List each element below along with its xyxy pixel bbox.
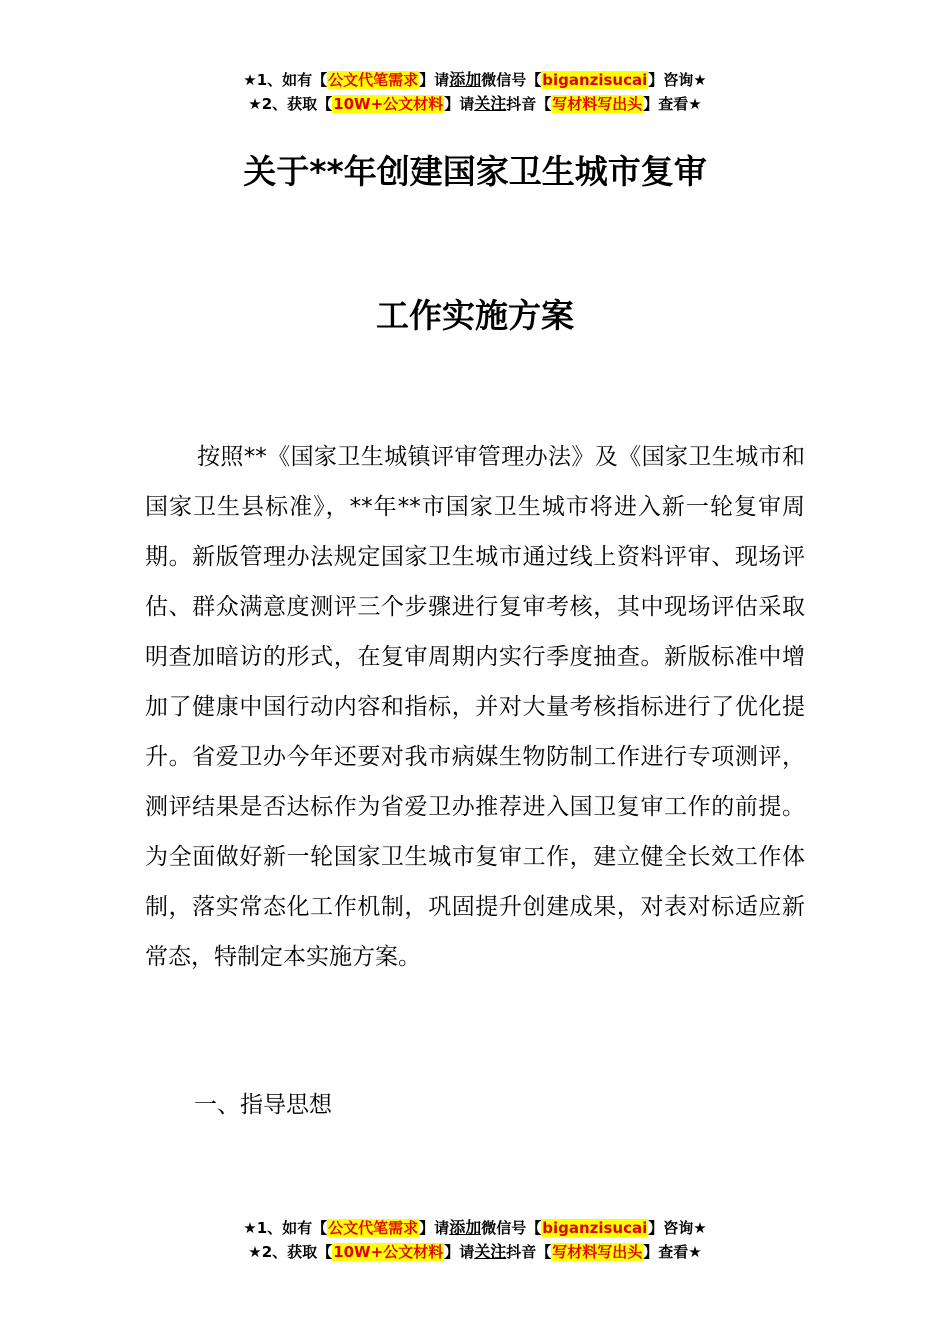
banner-emphasis: 添加 xyxy=(449,1218,482,1237)
section-heading: 一、指导思想 xyxy=(194,1092,332,1118)
banner-text: ★1、如有【 xyxy=(243,71,328,89)
banner-text: 】请 xyxy=(444,1243,475,1261)
highlight-douyin-id: 写材料写出头 xyxy=(552,1243,643,1261)
banner-line-1 xyxy=(0,1216,950,1240)
banner-line-2 xyxy=(0,92,950,116)
banner-text: ★2、获取【 xyxy=(248,1243,333,1261)
highlight-service: 公文代笔需求 xyxy=(328,1219,419,1237)
header-banner xyxy=(0,68,950,116)
banner-text: 抖音【 xyxy=(506,95,552,113)
banner-text: 】请 xyxy=(419,1219,450,1237)
banner-text: ★1、如有【 xyxy=(243,1219,328,1237)
highlight-wechat-id: biganzisucai xyxy=(542,1219,648,1237)
highlight-wechat-id: biganzisucai xyxy=(542,71,648,89)
highlight-materials: 10W+公文材料 xyxy=(333,1243,444,1261)
banner-text: 微信号【 xyxy=(481,1219,542,1237)
banner-emphasis: 关注 xyxy=(474,1242,507,1261)
banner-text: 】查看★ xyxy=(643,95,702,113)
banner-line-1 xyxy=(0,68,950,92)
banner-text: 】咨询★ xyxy=(648,1219,707,1237)
banner-text: 抖音【 xyxy=(506,1243,552,1261)
banner-text: 】咨询★ xyxy=(648,71,707,89)
banner-text: 】请 xyxy=(444,95,475,113)
banner-text: 】查看★ xyxy=(643,1243,702,1261)
footer-banner xyxy=(0,1216,950,1264)
banner-text: ★2、获取【 xyxy=(248,95,333,113)
document-title-line-1: 关于**年创建国家卫生城市复审 xyxy=(243,152,707,191)
document-title-line-2: 工作实施方案 xyxy=(376,296,574,335)
highlight-service: 公文代笔需求 xyxy=(328,71,419,89)
banner-line-2 xyxy=(0,1240,950,1264)
highlight-douyin-id: 写材料写出头 xyxy=(552,95,643,113)
body-paragraph: 按照**《国家卫生城镇评审管理办法》及《国家卫生城市和国家卫生县标准》，**年**市国家卫生城市将进入新一轮复审周期。新版管理办法规定国家卫生城市通过线上资料评审、现场评估、群众满意度测评三个步骤进行复审考核，其中现场评估采取明查加暗访的形式，在复审周期内实行季度抽查。新版标准中增加了健康中国行动内容和指标，并对大量考核指标进行了优化提升。省爱卫办今年还要对我市病媒生物防制工作进行专项测评，测评结果是否达标作为省爱卫办推荐进入国卫复审工作的前提。为全面做好新一轮国家卫生城市复审工作，建立健全长效工作体制，落实常态化工作机制，巩固提升创建成果，对表对标适应新常态，特制定本实施方案。 xyxy=(145,444,805,970)
highlight-materials: 10W+公文材料 xyxy=(333,95,444,113)
banner-emphasis: 关注 xyxy=(474,94,507,113)
banner-text: 微信号【 xyxy=(481,71,542,89)
banner-text: 】请 xyxy=(419,71,450,89)
banner-emphasis: 添加 xyxy=(449,70,482,89)
